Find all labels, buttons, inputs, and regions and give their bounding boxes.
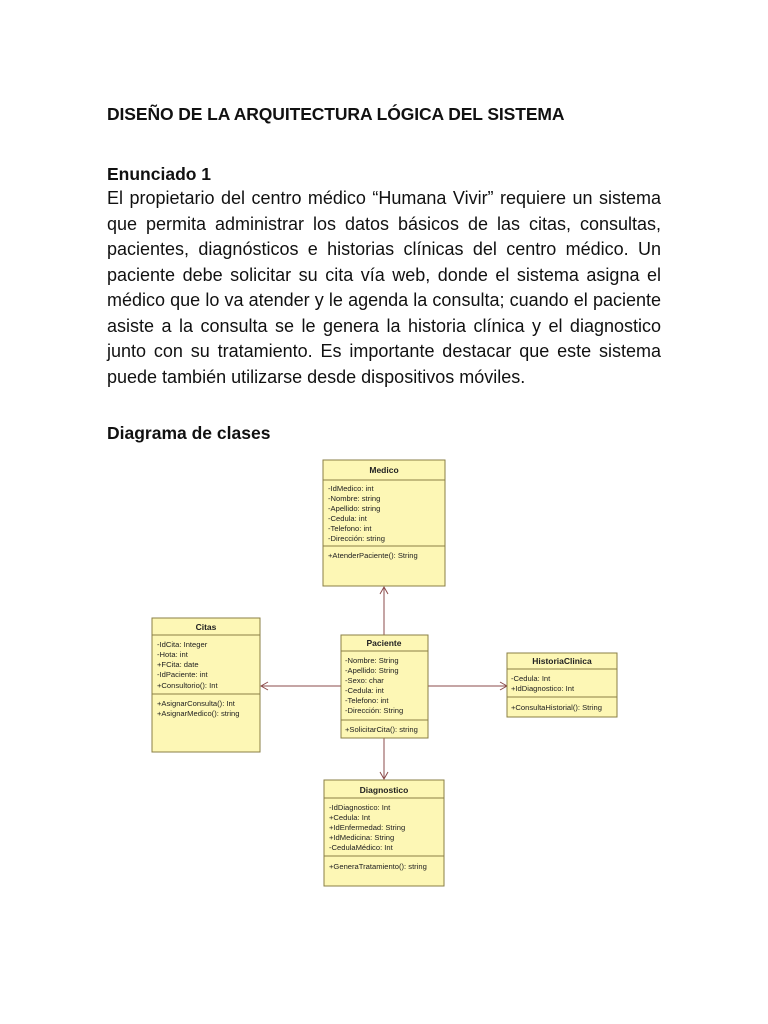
paragraph-line: El propietario del centro médico “Humana Vivir” requiere un sistema — [107, 188, 661, 208]
class-paciente-name: Paciente — [366, 638, 402, 648]
paragraph-line: asiste a la consulta se le genera la historia clínica y el diagnostico — [107, 315, 661, 336]
class-attribute: -IdMedico: int — [328, 484, 374, 493]
class-attribute: -Cedula: int — [328, 514, 367, 523]
class-medico — [323, 460, 445, 586]
class-method: +GeneraTratamiento(): string — [329, 862, 427, 871]
class-attribute: +FCita: date — [157, 660, 199, 669]
document-title: DISEÑO DE LA ARQUITECTURA LÓGICA DEL SISTEMA — [107, 104, 565, 124]
class-citas-name: Citas — [195, 622, 217, 632]
class-attribute: -IdCita: Integer — [157, 640, 208, 649]
class-historia-name: HistoriaClinica — [532, 656, 592, 666]
class-attribute: +Consultorio(): Int — [157, 681, 218, 690]
class-attribute: -Apellido: String — [345, 666, 399, 675]
class-attribute: -Sexo: char — [345, 676, 384, 685]
class-method: +AtenderPaciente(): String — [328, 551, 418, 560]
paragraph-line: médico que lo va atender y le agenda la consulta; cuando el paciente — [107, 290, 661, 310]
class-attribute: -CedulaMédico: Int — [329, 843, 393, 852]
class-attribute: -IdPaciente: int — [157, 670, 208, 679]
class-medico-box — [323, 460, 445, 586]
class-attribute: -Cedula: Int — [511, 674, 551, 683]
class-paciente — [341, 635, 428, 738]
class-attribute: -Nombre: string — [328, 494, 381, 503]
class-diagnostico — [324, 780, 444, 886]
class-citas — [152, 618, 260, 752]
paragraph-line: que permita administrar los datos básicos de las citas, consultas, — [107, 213, 661, 234]
paragraph-line: paciente debe solicitar su cita vía web, donde el sistema asigna el — [107, 264, 661, 285]
class-attribute: -Cedula: int — [345, 686, 384, 695]
paragraph-line: junto con su tratamiento. Es importante destacar que este sistema — [107, 341, 661, 361]
class-attribute: +IdEnfermedad: String — [329, 823, 406, 832]
class-attribute: -Apellido: string — [328, 504, 381, 513]
class-attribute: -IdDiagnostico: Int — [329, 803, 391, 812]
class-attribute: -Nombre: String — [345, 656, 399, 665]
class-attribute: +IdMedicina: String — [329, 833, 395, 842]
section-heading-diagrama: Diagrama de clases — [107, 423, 271, 443]
class-attribute: -Telefono: int — [328, 524, 372, 533]
class-method: +ConsultaHistorial(): String — [511, 703, 602, 712]
class-medico-name: Medico — [369, 465, 399, 475]
class-attribute: -Dirección: string — [328, 534, 385, 543]
class-diagnostico-name: Diagnostico — [359, 785, 409, 795]
class-method: +AsignarConsulta(): Int — [157, 699, 235, 708]
class-method: +SolicitarCita(): string — [345, 725, 418, 734]
class-attribute: -Hota: int — [157, 650, 188, 659]
class-method: +AsignarMedico(): string — [157, 709, 240, 718]
class-attribute: +Cedula: Int — [329, 813, 371, 822]
class-attribute: -Telefono: int — [345, 696, 389, 705]
section-heading-enunciado: Enunciado 1 — [107, 164, 212, 184]
class-attribute: -Dirección: String — [345, 706, 404, 715]
class-historia-clinica — [507, 653, 617, 717]
paragraph-line: puede también utilizarse desde dispositivos móviles. — [107, 366, 526, 387]
class-attribute: +IdDiagnostico: Int — [511, 684, 575, 693]
paragraph-line: pacientes, diagnósticos e historias clínicas del centro médico. Un — [107, 239, 661, 259]
